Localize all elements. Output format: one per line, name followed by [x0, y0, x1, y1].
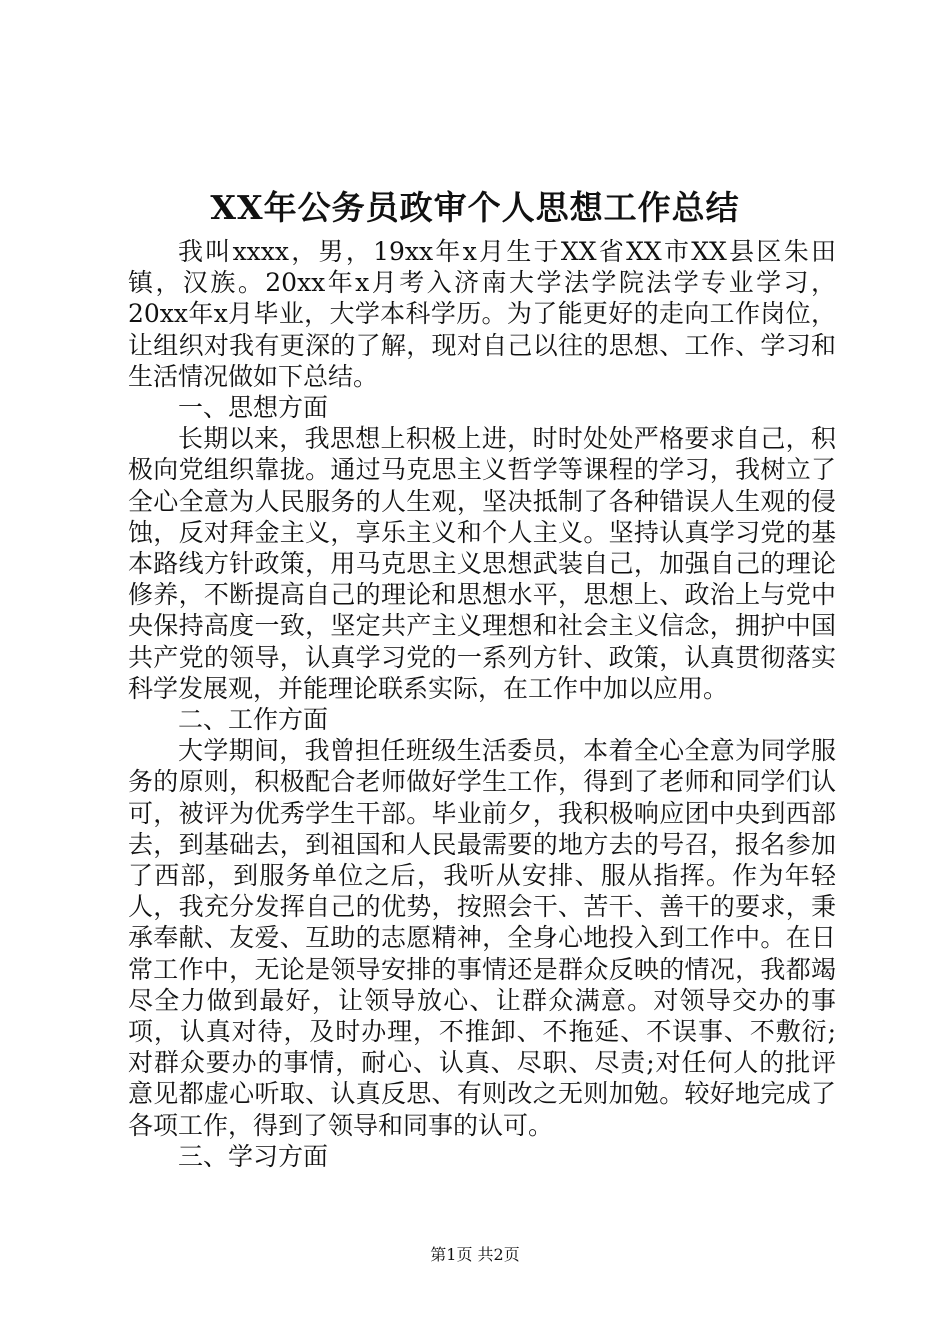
- paragraph-work: 大学期间，我曾担任班级生活委员，本着全心全意为同学服务的原则，积极配合老师做好学生工作，得到了老师和同学们认可，被评为优秀学生干部。毕业前夕，我积极响应团中央到西部去，到基础去，到祖国和人民最需要的地方去的号召，报名参加了西部，到服务单位之后，我听从安排、服从指挥。作为年轻人，我充分发挥自己的优势，按照会干、苦干、善干的要求，秉承奉献、友爱、互助的志愿精神，全身心地投入到工作中。在日常工作中，无论是领导安排的事情还是群众反映的情况，我都竭尽全力做到最好，让领导放心、让群众满意。对领导交办的事项，认真对待，及时办理，不推卸、不拖延、不误事、不敷衍;对群众要办的事情，耐心、认真、尽职、尽责;对任何人的批评意见都虚心听取、认真反思、有则改之无则加勉。较好地完成了各项工作，得到了领导和同事的认可。: [128, 736, 836, 1140]
- paragraph-intro: 我叫xxxx，男，19xx年x月生于XX省XX市XX县区朱田镇，汉族。20xx年x月考入济南大学法学院法学专业学习，20xx年x月毕业，大学本科学历。为了能更好的走向工作岗位，让组织对我有更深的了解，现对自己以往的思想、工作、学习和生活情况做如下总结。: [128, 237, 836, 391]
- document-body: [128, 236, 836, 1172]
- paragraph-thought: 长期以来，我思想上积极上进，时时处处严格要求自己，积极向党组织靠拢。通过马克思主义哲学等课程的学习，我树立了全心全意为人民服务的人生观，坚决抵制了各种错误人生观的侵蚀，反对拜金主义，享乐主义和个人主义。坚持认真学习党的基本路线方针政策，用马克思主义思想武装自己，加强自己的理论修养，不断提高自己的理论和思想水平，思想上、政治上与党中央保持高度一致，坚定共产主义理想和社会主义信念，拥护中国共产党的领导，认真学习党的一系列方针、政策，认真贯彻落实科学发展观，并能理论联系实际，在工作中加以应用。: [128, 424, 836, 703]
- section-heading-work: 二、工作方面: [178, 705, 329, 735]
- document-title: XX年公务员政审个人思想工作总结: [210, 188, 740, 227]
- section-heading-thought: 一、思想方面: [178, 393, 329, 423]
- page-number-footer: 第1页 共2页: [430, 1245, 520, 1264]
- section-heading-study: 三、学习方面: [178, 1141, 329, 1171]
